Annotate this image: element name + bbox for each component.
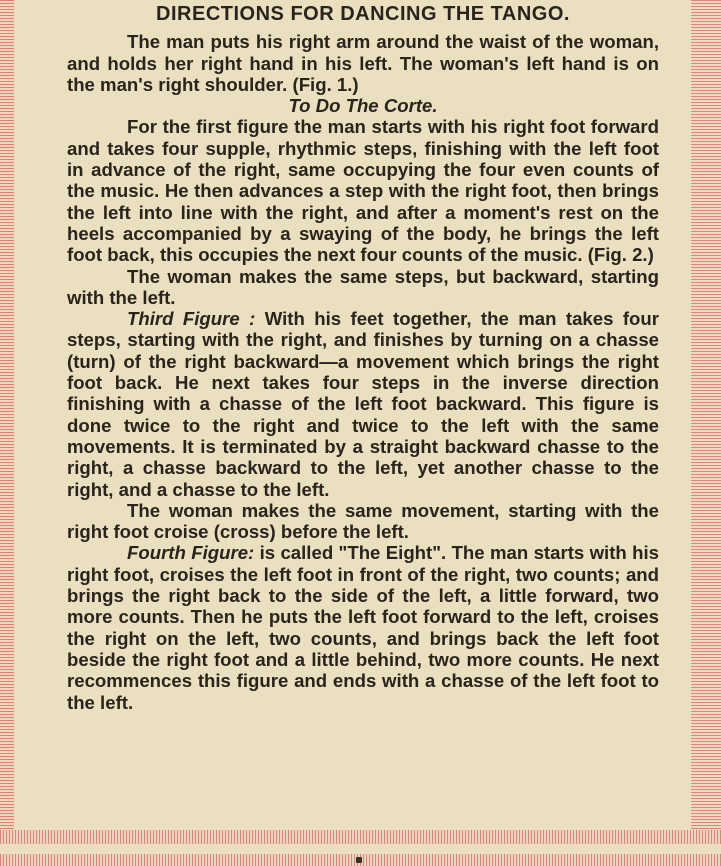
page-mark [356, 857, 362, 863]
paragraph-woman-steps: The woman makes the same steps, but backward, starting with the left. [67, 265, 659, 308]
decorative-border-left [0, 0, 14, 866]
paragraph-third-figure [67, 308, 659, 500]
border-gap [0, 844, 721, 854]
decorative-border-right [691, 0, 721, 866]
section-subtitle: To Do The Corte. [288, 95, 438, 117]
third-figure-text: With his feet together, the man takes four steps, starting with the right, and finishes by turning on a chasse (turn) of the right backward—a movement which brings the right foot back. He next takes four steps in the inverse direction finishing with a chasse of the left foot backward. This figure is done twice to the right and twice to the left with the same movements. It is terminated by a straight backward chasse to the right, a chasse backward to the left, yet another chasse to the right, and a chasse to the left. [67, 308, 659, 500]
fourth-figure-text: is called "The Eight". The man starts with his right foot, croises the left foot in front of the right, two counts; and brings the right back to the side of the left, a little forward, two more counts. Then he puts the left foot forward to the left, croises the right on the left, two counts, and brings back the left foot beside the right foot and a little behind, two more counts. He next recommences this figure and ends with a chasse of the left foot to the left. [67, 542, 659, 713]
fourth-figure-lead: Fourth Figure: [127, 542, 255, 564]
paragraph-woman-movement: The woman makes the same movement, starting with the right foot croise (cross) before the left. [67, 499, 659, 543]
paragraph-first-figure: For the first figure the man starts with his right foot forward and takes four supple, rhythmic steps, finishing with the left foot in advance of the right, same occupying the four even counts of the music. He then advances a step with the right foot, then brings the left into line with the right, and after a moment's rest on the heels accompanied by a swaying of the body, he brings the left foot back, this occupies the next four counts of the music. (Fig. 2.) [67, 116, 659, 266]
document-title: DIRECTIONS FOR DANCING THE TANGO. [156, 3, 570, 25]
third-figure-lead: Third Figure : [127, 308, 256, 330]
paragraph-hold: The man puts his right arm around the waist of the woman, and holds her right hand in his left. The woman's left hand is on the man's right shoulder. (Fig. 1.) [67, 31, 659, 95]
document-body [67, 4, 659, 713]
paragraph-fourth-figure [67, 542, 659, 712]
